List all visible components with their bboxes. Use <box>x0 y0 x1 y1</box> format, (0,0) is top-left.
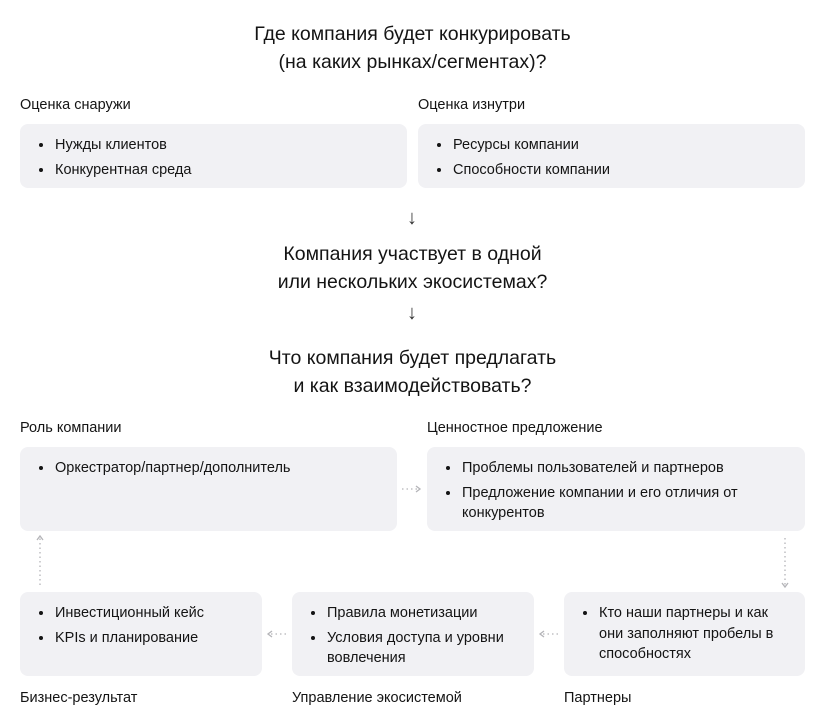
business-result-label: Бизнес-результат <box>20 690 138 706</box>
list-item: Ресурсы компании <box>432 135 791 156</box>
list-item: Способности компании <box>432 160 791 181</box>
question-offer-line-1: Что компания будет предлагать <box>268 347 557 369</box>
arrow-down-icon: ↓ <box>407 207 417 229</box>
partners-label: Партнеры <box>564 690 632 706</box>
inside-assessment-label: Оценка изнутри <box>418 97 526 113</box>
list-item: Нужды клиентов <box>34 135 393 156</box>
question-offer-line-2: и как взаимодействовать? <box>293 375 532 397</box>
list-item: Инвестиционный кейс <box>34 603 248 624</box>
outside-assessment-label: Оценка снаружи <box>20 97 131 113</box>
question-markets-line-2: (на каких рынках/сегментах)? <box>278 51 547 73</box>
value-proposition-label: Ценностное предложение <box>427 420 603 436</box>
question-ecosystems-line-1: Компания участвует в одной <box>283 243 542 265</box>
list-item: Правила монетизации <box>306 603 520 624</box>
list-item: Конкурентная среда <box>34 160 393 181</box>
question-ecosystems-line-2: или нескольких экосистемах? <box>277 271 548 293</box>
list-item: Оркестратор/партнер/дополнитель <box>34 458 383 479</box>
list-item: Проблемы пользователей и партнеров <box>441 458 791 479</box>
company-role-label: Роль компании <box>20 420 122 436</box>
question-markets-line-1: Где компания будет конкурировать <box>254 23 571 45</box>
list-item: Кто наши партнеры и как они заполняют пробелы в способностях <box>578 603 789 665</box>
ecosystem-management-label: Управление экосистемой <box>292 690 462 706</box>
list-item: KPIs и планирование <box>34 628 248 649</box>
list-item: Условия доступа и уровни вовлечения <box>306 628 520 669</box>
list-item: Предложение компании и его отличия от конкурентов <box>441 483 762 524</box>
arrow-down-icon: ↓ <box>407 302 417 324</box>
